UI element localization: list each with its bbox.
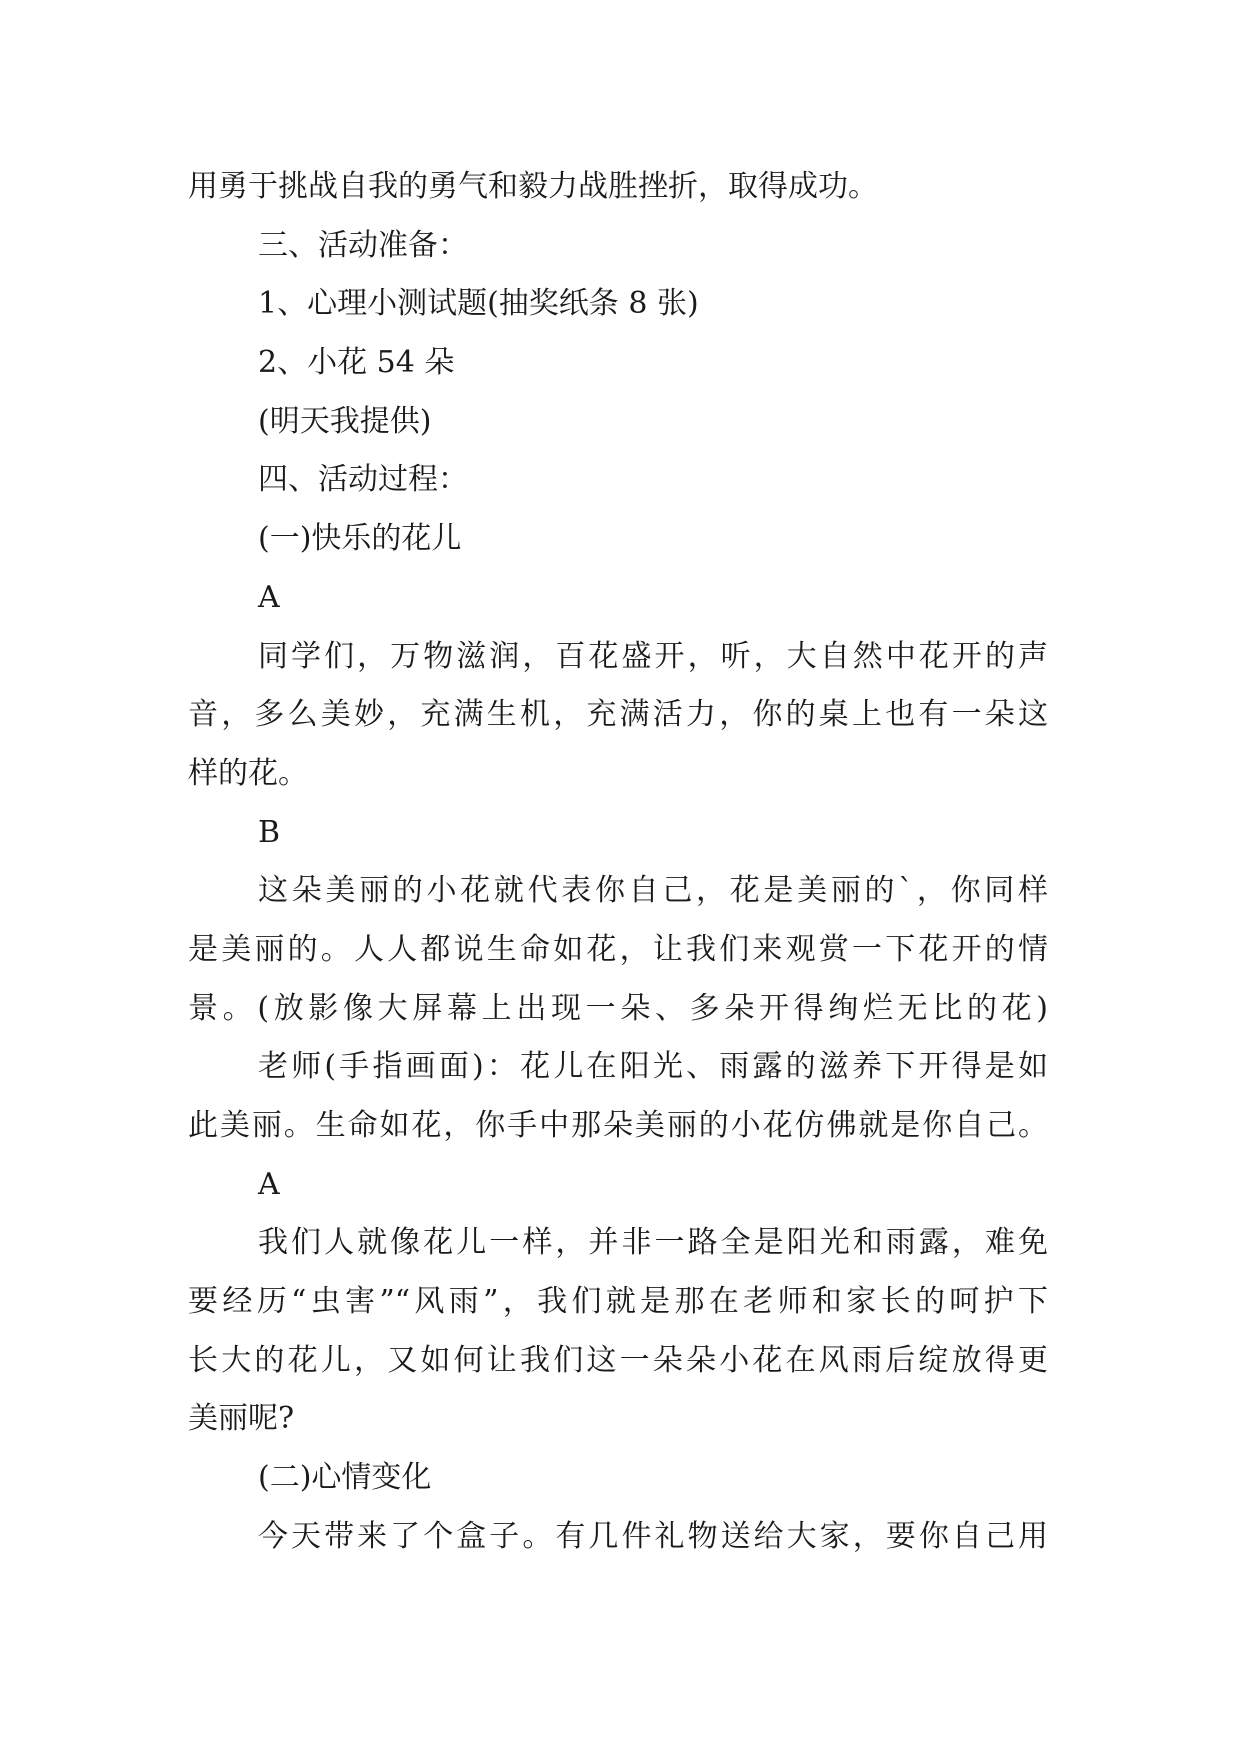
document-body	[188, 158, 1048, 1567]
paragraph-line: 同学们，万物滋润，百花盛开，听，大自然中花开的声	[258, 638, 1048, 674]
paragraph-line: (明天我提供)	[258, 403, 432, 439]
paragraph-line: 我们人就像花儿一样，并非一路全是阳光和雨露，难免	[258, 1225, 1048, 1261]
paragraph-line: 是美丽的。人人都说生命如花，让我们来观赏一下花开的情	[188, 931, 1048, 967]
paragraph-line: 音，多么美妙，充满生机，充满活力，你的桌上也有一朵这	[188, 697, 1048, 733]
subsection-heading: (二)心情变化	[258, 1460, 432, 1496]
paragraph-line: 美丽呢?	[188, 1401, 295, 1437]
subsection-heading: (一)快乐的花儿	[258, 521, 462, 557]
speaker-label: A	[258, 579, 280, 615]
paragraph-line: 要经历“虫害”“风雨”，我们就是那在老师和家长的呵护下	[188, 1284, 1048, 1320]
speaker-label: A	[258, 1166, 280, 1202]
paragraph-line: 今天带来了个盒子。有几件礼物送给大家，要你自己用	[258, 1518, 1048, 1554]
paragraph-line: 这朵美丽的小花就代表你自己，花是美丽的`，你同样	[258, 873, 1048, 909]
list-item: 1、心理小测试题(抽奖纸条 8 张)	[258, 286, 699, 322]
speaker-label: B	[258, 814, 281, 850]
paragraph-line: 此美丽。生命如花，你手中那朵美丽的小花仿佛就是你自己。	[188, 1108, 1048, 1143]
paragraph-line: 长大的花儿，又如何让我们这一朵朵小花在风雨后绽放得更	[188, 1342, 1048, 1378]
paragraph-line: 老师(手指画面)：花儿在阳光、雨露的滋养下开得是如	[258, 1049, 1048, 1085]
section-heading: 四、活动过程：	[258, 462, 468, 498]
paragraph-line: 样的花。	[188, 755, 308, 791]
paragraph-line: 景。(放影像大屏幕上出现一朵、多朵开得绚烂无比的花)	[188, 990, 1048, 1026]
list-item: 2、小花 54 朵	[258, 345, 455, 381]
paragraph-line: 用勇于挑战自我的勇气和毅力战胜挫折，取得成功。	[188, 169, 878, 204]
section-heading: 三、活动准备：	[258, 227, 468, 263]
